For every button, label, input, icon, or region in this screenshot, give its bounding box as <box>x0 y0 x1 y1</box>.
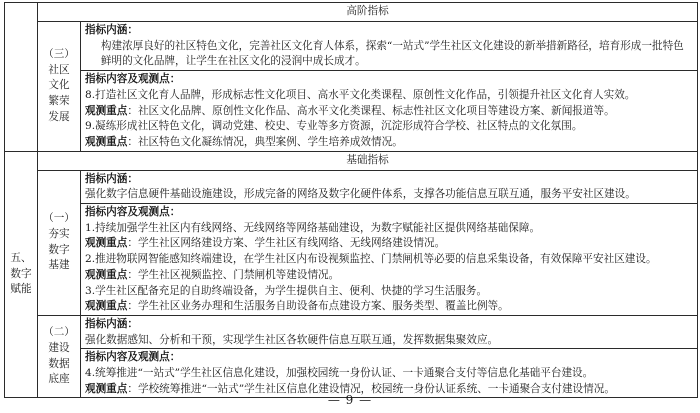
label-line: 繁荣 <box>48 95 70 108</box>
content-cell <box>81 71 698 152</box>
indicator-item: 2.推进物联网智能感知终端建设，在学生社区内布设视频监控、门禁闸机等必要的信息采集设备，有效保障平安社区建设。 <box>85 253 657 266</box>
label-line: 数字 <box>48 243 70 256</box>
observation-point <box>85 104 694 120</box>
content-heading: 指标内容及观测点： <box>85 73 181 86</box>
observation-text: ：学生社区业务办理和生活服务自助设备布点建设方案、服务类型、覆盖比例等。 <box>127 300 509 313</box>
observation-point <box>85 236 694 252</box>
section-label-infrastructure <box>38 170 81 315</box>
category-blank-cell <box>5 3 38 152</box>
observation-text: ：社区文化品牌、原创性文化作品、高水平文化类课程、标志性社区文化项目等建设方案、新闻报道等。 <box>127 104 615 117</box>
label-line: （一） <box>43 212 75 225</box>
content-cell <box>81 349 698 398</box>
observation-label: 观测重点 <box>85 382 128 395</box>
basic-heading: 基础指标 <box>38 151 698 170</box>
connotation-cell <box>81 315 698 348</box>
indicator-item: 9.凝练形成社区特色文化，调动党建、校史、专业等多方资源，沉淀形成符合学校、社区特点的文化氛围。 <box>85 120 583 133</box>
observation-label: 观测重点 <box>85 135 128 148</box>
label-line: 夯实 <box>48 228 70 241</box>
indicator-item: 1.持续加强学生社区内有线网络、无线网络等网络基础建设，为数字赋能社区提供网络基础保障。 <box>85 221 541 234</box>
observation-text: ：学生社区视频监控、门禁闸机等建设情况。 <box>127 268 340 281</box>
indicator-table <box>4 2 698 398</box>
connotation-text: 强化数据感知、分析和干预，实现学生社区各软硬件信息互联互通，发挥数据集聚效应。 <box>85 333 499 346</box>
culture-content-row <box>5 71 698 152</box>
observation-label: 观测重点 <box>85 237 128 250</box>
observation-point <box>85 299 694 315</box>
connotation-cell <box>81 170 698 203</box>
page-number: — 9 — <box>327 393 373 407</box>
category-line: 赋能 <box>10 283 32 296</box>
infrastructure-content-row <box>5 204 698 316</box>
category-digital-empowerment <box>5 151 38 398</box>
content-heading: 指标内容及观测点： <box>85 351 181 364</box>
data-base-content-row <box>5 349 698 398</box>
data-base-connotation-row <box>5 315 698 348</box>
high-level-heading: 高阶指标 <box>38 3 698 22</box>
indicator-item: 4.统筹推进“一站式”学生社区信息化建设，加强校园统一身份认证、一卡通聚合支付等信息化基础平台建设。 <box>85 367 594 380</box>
observation-text: ：学校统筹推进“一站式”学生社区信息化建设情况，校园统一身份认证系统、一卡通聚合支付建设情况。 <box>127 382 615 395</box>
connotation-text: 鲜明的文化品牌，让学生在社区文化的浸润中成长成才。 <box>100 55 366 68</box>
section-label-culture <box>38 22 81 152</box>
observation-point <box>85 268 694 284</box>
connotation-heading: 指标内涵： <box>85 172 138 185</box>
connotation-text: 强化数字信息硬件基础设施建设，形成完备的网络及数字化硬件体系，支撑各功能信息互联互通，服务平安社区建设。 <box>85 188 636 201</box>
label-line: 底座 <box>48 373 70 386</box>
connotation-heading: 指标内涵： <box>85 24 138 36</box>
label-line: 文化 <box>48 79 70 92</box>
observation-label: 观测重点 <box>85 268 128 281</box>
connotation-cell <box>81 22 698 71</box>
observation-label: 观测重点 <box>85 104 128 117</box>
connotation-text: 构建浓厚良好的社区特色文化，完善社区文化育人体系，探索“一站式”学生社区文化建设的新举措新路径，培育形成一批特色 <box>100 39 684 52</box>
infrastructure-connotation-row <box>5 170 698 203</box>
connotation-heading: 指标内涵： <box>85 317 138 330</box>
observation-label: 观测重点 <box>85 300 128 313</box>
basic-heading-row <box>5 151 698 170</box>
culture-connotation-row <box>5 22 698 71</box>
label-line: （三） <box>43 48 75 61</box>
label-line: 建设 <box>48 342 70 354</box>
content-cell <box>81 204 698 316</box>
high-level-heading-row <box>5 3 698 22</box>
section-label-data-base <box>38 315 81 398</box>
category-line: 五、 <box>10 251 32 264</box>
category-line: 数字 <box>10 267 32 280</box>
label-line: 数据 <box>48 357 70 370</box>
observation-text: ：学生社区网络建设方案、学生社区有线网络、无线网络建设情况。 <box>127 237 446 250</box>
label-line: 基建 <box>48 259 70 272</box>
observation-point <box>85 135 694 151</box>
content-heading: 指标内容及观测点： <box>85 206 181 219</box>
label-line: （二） <box>43 326 75 339</box>
observation-text: ：社区特色文化凝练情况，典型案例、学生培养成效情况。 <box>127 135 403 148</box>
label-line: 社区 <box>48 63 70 76</box>
label-line: 发展 <box>48 110 70 123</box>
indicator-item: 3.学生社区配备充足的自助终端设备，为学生提供自主、便利、快捷的学习生活服务。 <box>85 284 488 297</box>
indicator-item: 8.打造社区文化育人品牌，形成标志性文化项目、高水平文化类课程、原创性文化作品，引领提升社区文化育人实效。 <box>85 88 636 101</box>
